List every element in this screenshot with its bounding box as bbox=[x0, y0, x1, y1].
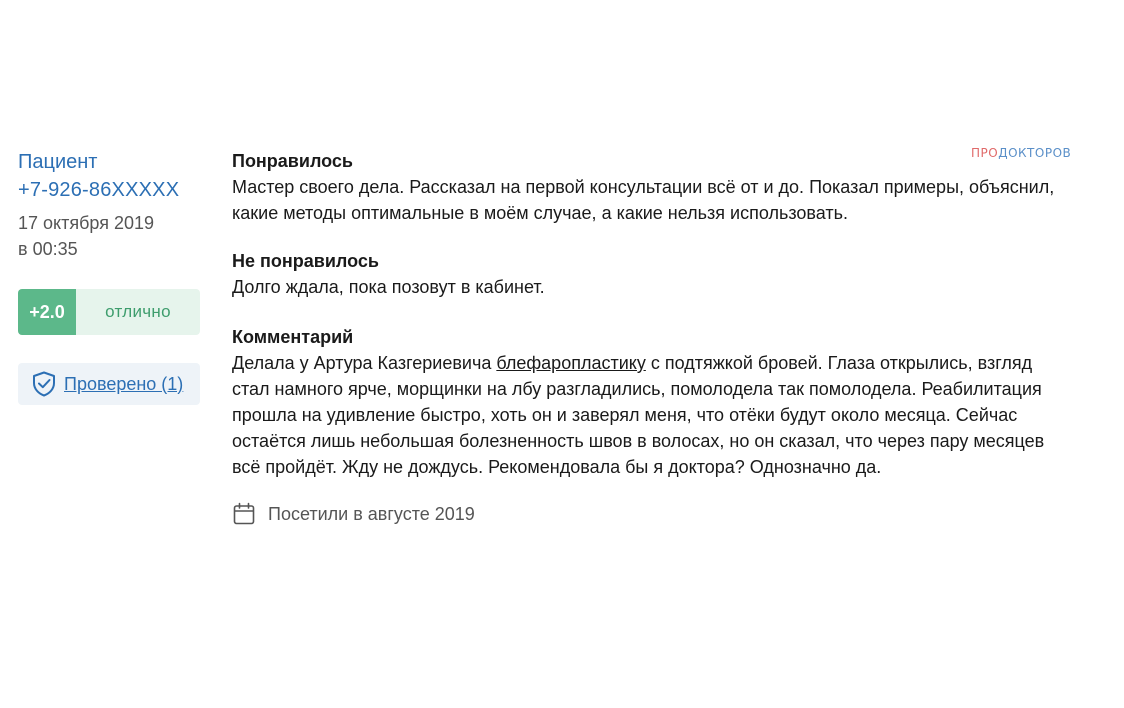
comment-section bbox=[232, 324, 1072, 480]
verified-badge[interactable] bbox=[18, 363, 200, 405]
like-text: Мастер своего дела. Рассказал на первой консультации всё от и до. Показал примеры, объяснил, какие методы оптимальные в моём случае, а какие нельзя использовать. bbox=[232, 177, 1055, 223]
comment-text-before: Делала у Артура Казгериевича bbox=[232, 353, 497, 373]
review-author-column bbox=[18, 148, 202, 405]
rating-badge bbox=[18, 289, 200, 335]
review-date-time: в 00:35 bbox=[18, 239, 78, 259]
visit-date bbox=[232, 502, 1072, 526]
comment-text-after: с подтяжкой бровей. Глаза открылись, взгляд стал намного ярче, морщинки на лбу разгладились, помолодела так помолодела. Реабилитация прошла на удивление быстро, хоть он и заверял меня, что отёки будут около месяца. Сейчас остаётся лишь небольшая болезненность швов в волосах, но он сказал, что через пару месяцев всё пройдёт. Жду не дождусь. Рекомендовала бы я доктора? Однозначно да. bbox=[232, 353, 1045, 477]
author-name-link[interactable]: Пациент bbox=[18, 151, 98, 173]
like-section bbox=[232, 148, 1072, 226]
shield-check-icon bbox=[32, 371, 56, 397]
author-phone[interactable]: +7-926-86XXXXX bbox=[18, 179, 180, 201]
comment-title: Комментарий bbox=[232, 327, 354, 347]
dislike-section bbox=[232, 248, 1072, 300]
calendar-icon bbox=[232, 502, 268, 526]
logo-part-doktorov: ДОКТОРОВ bbox=[998, 146, 1072, 160]
comment-text bbox=[232, 350, 1072, 480]
dislike-text: Долго ждала, пока позовут в кабинет. bbox=[232, 277, 545, 297]
logo-part-pro: ПРО bbox=[971, 146, 999, 160]
like-title: Понравилось bbox=[232, 151, 353, 171]
procedure-link[interactable]: блефаропластику bbox=[496, 353, 646, 373]
rating-score: +2.0 bbox=[18, 289, 76, 335]
verified-link[interactable]: Проверено (1) bbox=[64, 373, 184, 394]
dislike-title: Не понравилось bbox=[232, 251, 379, 271]
visit-text: Посетили в августе 2019 bbox=[268, 503, 475, 524]
review-date-day: 17 октября 2019 bbox=[18, 213, 155, 233]
review-content-column bbox=[232, 148, 1072, 526]
rating-label: отлично bbox=[76, 289, 200, 335]
review-date bbox=[18, 210, 202, 262]
